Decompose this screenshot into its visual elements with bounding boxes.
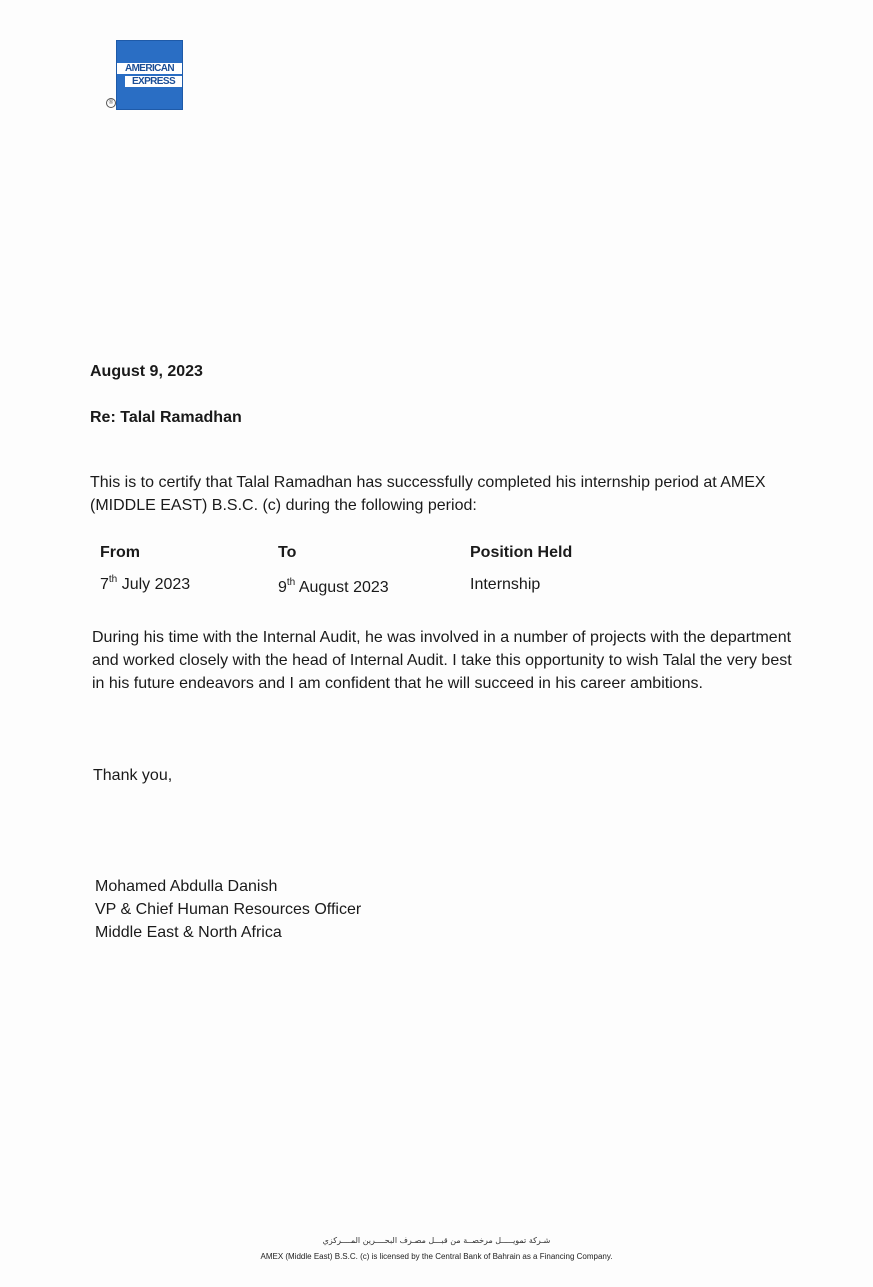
to-day: 9 — [278, 579, 287, 596]
signatory-name: Mohamed Abdulla Danish — [95, 878, 278, 895]
logo-line-2: EXPRESS — [125, 76, 182, 87]
registered-mark-icon: ® — [106, 98, 116, 108]
table-header-from: From — [100, 544, 140, 561]
footer-english: AMEX (Middle East) B.S.C. (c) is licensed by the Central Bank of Bahrain as a Financing Company. — [260, 1252, 613, 1261]
logo-line-1: AMERICAN — [117, 63, 182, 74]
to-rest: August 2023 — [295, 579, 389, 596]
letter-subject: Re: Talal Ramadhan — [90, 409, 242, 426]
signatory-title: VP & Chief Human Resources Officer — [95, 901, 362, 918]
to-date — [278, 576, 389, 599]
body-paragraph: During his time with the Internal Audit, he was involved in a number of projects with the department and worked closely with the head of Internal Audit. I take this opportunity to wish Talal the very best in his future endeavors and I am confident that he will succeed in his career ambitions. — [92, 629, 792, 692]
from-rest: July 2023 — [117, 576, 191, 593]
from-date — [100, 573, 190, 596]
from-suffix: th — [108, 573, 118, 585]
closing: Thank you, — [93, 767, 173, 784]
intro-paragraph: This is to certify that Talal Ramadhan has successfully completed his internship period at AMEX (MIDDLE EAST) B.S.C. (c) during the following period: — [90, 474, 766, 514]
footer-arabic: شـركة تمويـــــل مرخصــة من قبـــل مصـرف البحــــرين المــــركزي — [322, 1236, 551, 1245]
table-header-position: Position Held — [470, 544, 573, 561]
amex-logo — [116, 40, 183, 110]
table-header-to: To — [278, 544, 297, 561]
signatory-region: Middle East & North Africa — [95, 924, 282, 941]
letter-date: August 9, 2023 — [90, 363, 203, 380]
from-day: 7 — [100, 576, 109, 593]
position-held: Internship — [470, 576, 541, 593]
to-suffix: th — [286, 576, 296, 588]
